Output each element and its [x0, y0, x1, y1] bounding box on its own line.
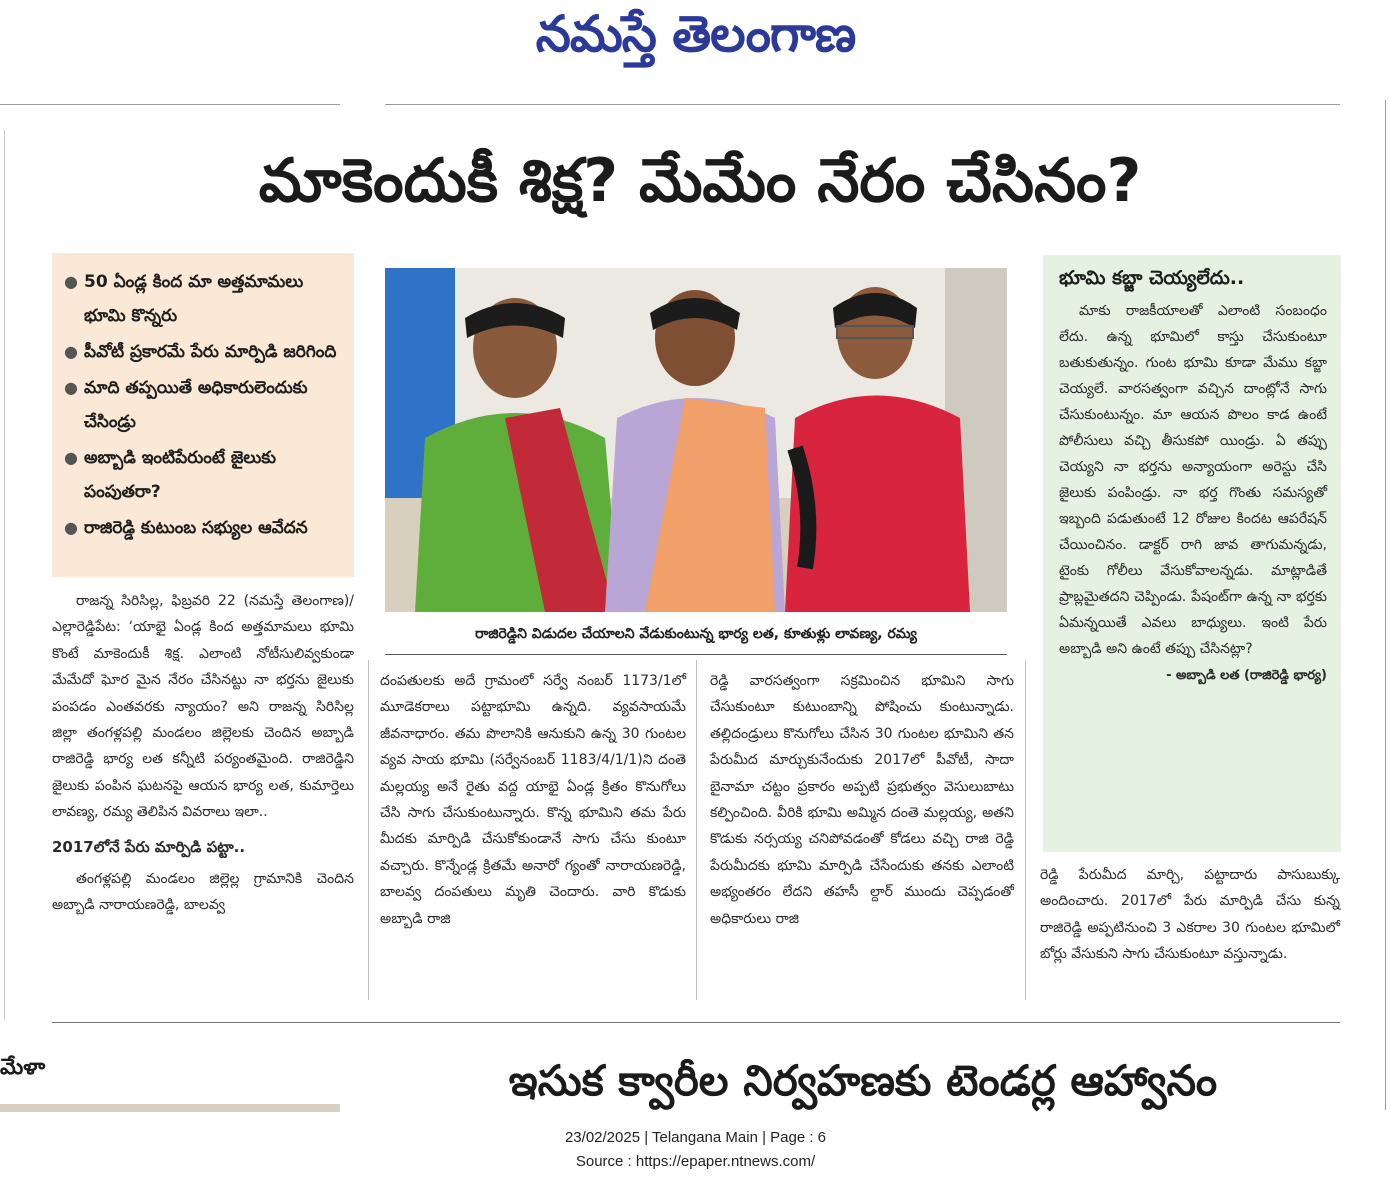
left-stub-headline: మేళా [0, 1055, 46, 1080]
article-paragraph: తంగళ్లపల్లి మండలం జిల్లెల్ల గ్రామానికి చెందిన అబ్బాడి నారాయణరెడ్డి, బాలవ్వ [52, 870, 354, 914]
highlight-item: ● అబ్బాడి ఇంటిపేరుంటే జైలుకు పంపుతరా? [64, 441, 346, 509]
bullet-icon: ● [64, 378, 78, 397]
column-divider [696, 660, 697, 1000]
sidebar-quote-box [1043, 255, 1341, 852]
highlight-item: ● రాజిరెడ్డి కుటుంబ సభ్యుల ఆవేదన [64, 511, 346, 545]
headline [40, 138, 1360, 238]
bullet-icon: ● [64, 272, 78, 291]
article-subhead: 2017లోనే పేరు మార్పిడి పట్టా.. [52, 837, 246, 856]
column-divider [1025, 660, 1026, 1000]
article-paragraph: రెడ్డి పేరుమీద మార్చి, పట్టాదారు పాసుబుక్కు అందించారు. 2017లో పేరు మార్పిడి చేసు కున్న రాజిరెడ్డి అప్పటినుంచి 3 ఎకరాల 30 గుంటల భూమిలో బోర్లు వేసుకుని సాగు చేసుకుంటూ వస్తున్నాడు. [1040, 867, 1340, 963]
photo-caption: రాజిరెడ్డిని విడుదల చేయాలని వేడుకుంటున్న భార్య లత, కూతుళ్లు లావణ్య, రమ్య [475, 625, 917, 642]
highlight-item: ● పీవోటీ ప్రకారమే పేరు మార్పిడి జరిగింది [64, 335, 346, 369]
left-stub-image [0, 1104, 340, 1112]
next-article-headline: ఇసుక క్వారీల నిర్వహణకు టెండర్ల ఆహ్వానం [508, 1056, 1218, 1105]
bottom-rule [52, 1022, 1340, 1023]
highlight-item: ● 50 ఏండ్ల కింద మా అత్తమామలు భూమి కొన్నరు [64, 265, 346, 333]
article-column-4 [1040, 862, 1340, 968]
photo-illustration [385, 268, 1007, 612]
highlight-item: ● మాది తప్పయితే అధికారులెందుకు చేసిండ్రు [64, 371, 346, 439]
left-edge-rule [4, 130, 5, 1020]
sidebox-body: మాకు రాజకీయాలతో ఎలాంటి సంబంధం లేదు. ఉన్న భూమిలో కాస్తు చేసుకుంటూ బతుకుతున్నం. గుంట భూమి కూడా మేము కబ్జా చెయ్యలే. వారసత్వంగా వచ్చిన దాంట్లోనే సాగు చేసుకుంటున్నం. మా ఆయన పొలం కాడ ఉంటే పోలీసులు వచ్చి తీసుకపో యిండ్రు. ఏ తప్పు చెయ్యని నా భర్తను అన్యాయంగా అరెస్టు చేసి జైలుకు పంపిండ్రు. నా భర్త గొంతు సమస్యతో ఇబ్బంది పడుతుంటే 12 రోజుల కిందట ఆపరేషన్ చేయించినం. డాక్టర్ రాగి జావ తాగుమన్నడు, టైంకు గోలీలు వేసుకోవాలన్నడు. మాట్లాడితే ప్రాబ్లమైతదని చెప్పిండు. పేషంట్‌గా ఉన్న నా భర్తకు ఏమన్నయితే ఎవలు బాధ్యులు. ఇంటి పేరు అబ్బాడి అని ఉంటే తప్పు చేసినట్లా? [1059, 303, 1327, 657]
article-column-3 [710, 668, 1014, 932]
article-paragraph: రాజన్న సిరిసిల్ల, ఫిబ్రవరి 22 (నమస్తే తెలంగాణ)/ఎల్లారెడ్డిపేట: ‘యాభై ఏండ్ల కింద అత్తమామలు భూమి కొంటే మాకెందుకీ శిక్ష. ఎలాంటి నోటీసులివ్వకుండా మేమేదో ఘోర మైన నేరం చేసినట్టు నా భర్తను జైలుకు పంపడం ఎంతవరకు న్యాయం? అని రాజన్న సిరిసిల్ల జిల్లా తంగళ్లపల్లి మండలం జిల్లెలకు చెందిన అబ్బాడి రాజిరెడ్డి భార్య లత కన్నీటి పర్యంతమైంది. రాజిరెడ్డిని జైలుకు పంపిన ఘటనపై ఆయన భార్య లత, కుమార్తెలు లావణ్య, రమ్య తెలిపిన వివరాలు ఇలా.. [52, 593, 354, 821]
top-rule-right [385, 104, 1340, 105]
sidebox-title: భూమి కబ్జా చెయ్యలేదు.. [1059, 267, 1245, 289]
footer-source: Source : https://epaper.ntnews.com/ [575, 1153, 816, 1170]
top-rule-left [0, 104, 340, 105]
masthead [0, 0, 1391, 80]
headline-text: మాకెందుకీ శిక్ష? మేమేం నేరం చేసినం? [258, 146, 1142, 216]
page-footer [0, 1126, 1391, 1174]
bullet-icon: ● [64, 342, 78, 361]
bullet-icon: ● [64, 448, 78, 467]
bullet-icon: ● [64, 518, 78, 537]
footer-date-page: 23/02/2025 | Telangana Main | Page : 6 [564, 1129, 827, 1146]
article-paragraph: దంపతులకు అదే గ్రామంలో సర్వే నంబర్ 1173/1లో మూడెకరాలు పట్టాభూమి ఉన్నది. వ్యవసాయమే జీవనాధారం. తమ పొలానికి ఆనుకుని ఉన్న 30 గుంటల వ్యవ సాయ భూమి (సర్వేనంబర్ 1183/4/1/1)ని దంతె మల్లయ్య అనే రైతు వద్ద యాభై ఏండ్ల క్రితం కొనుగోలు చేసి సాగు చేసుకుంటున్నారు. కొన్న భూమిని తమ పేరు మీదకు మార్పిడి చేసుకోకుండానే సాగు చేసు కుంటూ వచ్చారు. కొన్నేండ్ల క్రితమే అనారో గ్యంతో నారాయణరెడ్డి, బాలవ్వ దంపతులు మృతి చెందారు. వారి కొడుకు అబ్బాడి రాజి [380, 673, 686, 927]
news-photo [385, 268, 1007, 612]
article-column-2 [380, 668, 686, 932]
article-paragraph: రెడ్డి వారసత్వంగా సక్రమించిన భూమిని సాగు చేసుకుంటూ కుటుంబాన్ని పోషించు కుంటున్నాడు. తల్లిదండ్రులు కొనుగోలు చేసిన 30 గుంటల భూమిని తన పేరుమీద మార్చుకునేందుకు 2017లో పీవోటీ, సాదా బైనామా చట్టం ప్రకారం అప్పటి ప్రభుత్వం వెసులుబాటు కల్పించింది. వీరికి భూమి అమ్మిన దంతె మల్లయ్య, అతని కొడుకు నర్సయ్య చనిపోవడంతో కోడలు వచ్చి రాజి రెడ్డి పేరుమీదకు భూమి మార్పిడి చేసేందుకు తనకు ఎలాంటి అభ్యంతరం లేదని తహసీ ల్దార్ ముందు చెప్పడంతో అధికారులు రాజి [710, 673, 1014, 927]
column-divider [368, 660, 369, 1000]
caption-rule [385, 654, 1007, 655]
right-edge-rule [1385, 100, 1386, 1110]
highlights-box [52, 253, 354, 577]
masthead-title: నమస్తే తెలంగాణ [535, 4, 856, 63]
article-column-1 [52, 588, 354, 918]
sidebox-signature: - అబ్బాడి లత (రాజిరెడ్డి భార్య) [1166, 668, 1327, 683]
